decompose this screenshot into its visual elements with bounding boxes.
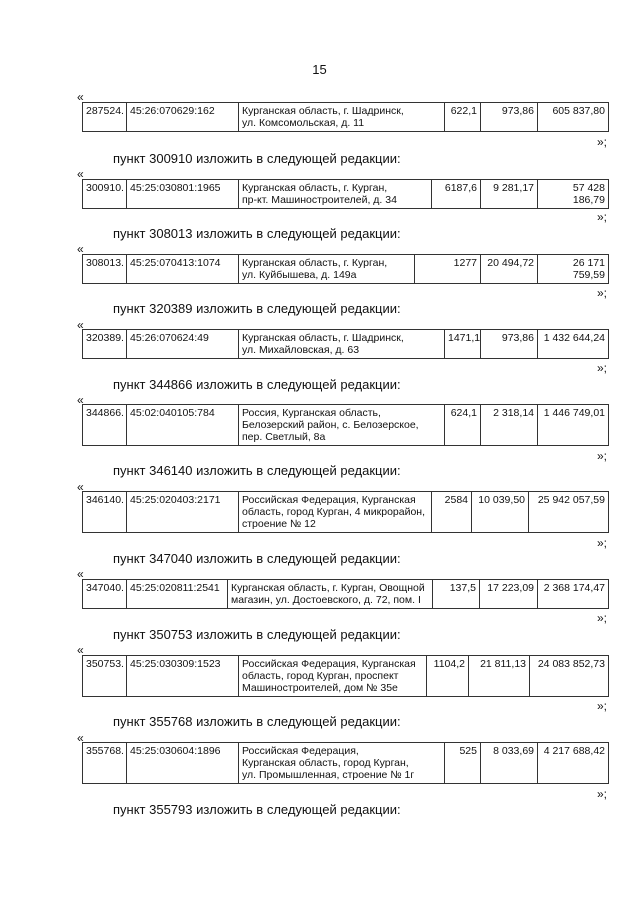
area-value: 1471,1 [445,330,481,359]
address-line: Российская Федерация, [242,745,359,757]
close-quote: »; [597,611,608,625]
cadastral-number: 45:25:020403:2171 [127,492,239,533]
open-quote: « [77,318,84,332]
area-value: 622,1 [445,103,481,132]
close-quote: »; [597,361,608,375]
record-number: 300910. [83,180,127,209]
area-value: 525 [445,743,481,784]
area-value: 6187,6 [432,180,481,209]
open-quote: « [77,643,84,657]
address-line: Машиностроителей, дом № 35е [242,682,398,694]
cadastral-value: 1 432 644,24 [538,330,609,359]
area-value: 624,1 [445,405,481,446]
rate-value: 20 494,72 [481,255,538,284]
table-row [83,743,609,784]
open-quote: « [77,242,84,256]
address-line: магазин, ул. Достоевского, д. 72, пом. I [231,594,421,606]
cadastral-value: 24 083 852,73 [530,656,609,697]
instruction-text: пункт 320389 изложить в следующей редакции: [113,301,401,316]
record-table [82,491,609,533]
cadastral-value: 2 368 174,47 [538,580,609,609]
cadastral-value: 26 171 759,59 [538,255,609,284]
instruction-text: пункт 300910 изложить в следующей редакции: [113,151,401,166]
address-line: Курганская область, город Курган, [242,757,409,769]
record-table [82,579,609,609]
table-row [83,103,609,132]
address-line: Курганская область, г. Курган, [242,257,388,269]
address-line: Курганская область, г. Шадринск, [242,105,404,117]
close-quote: »; [597,210,608,224]
rate-value: 973,86 [481,103,538,132]
address-line: пр-кт. Машиностроителей, д. 34 [242,194,397,206]
record-table [82,254,609,284]
open-quote: « [77,90,84,104]
instruction-text: пункт 308013 изложить в следующей редакции: [113,226,401,241]
record-table [82,742,609,784]
address-line: Российская Федерация, Курганская [242,494,416,506]
cadastral-value: 25 942 057,59 [529,492,609,533]
instruction-text: пункт 344866 изложить в следующей редакции: [113,377,401,392]
table-row [83,405,609,446]
address-line: Белозерский район, с. Белозерское, [242,419,419,431]
close-quote: »; [597,699,608,713]
address-line: область, город Курган, 4 микрорайон, [242,506,426,518]
address-cell [239,743,445,784]
address-cell [228,580,433,609]
address-line: ул. Михайловская, д. 63 [242,344,360,356]
rate-value: 10 039,50 [472,492,529,533]
rate-value: 8 033,69 [481,743,538,784]
close-quote: »; [597,787,608,801]
address-line: ул. Куйбышева, д. 149а [242,269,357,281]
table-row [83,255,609,284]
record-number: 320389. [83,330,127,359]
cadastral-number: 45:25:070413:1074 [127,255,239,284]
open-quote: « [77,480,84,494]
address-line: Российская Федерация, Курганская [242,658,416,670]
area-value: 2584 [432,492,472,533]
address-cell [239,103,445,132]
address-line: Курганская область, г. Курган, Овощной [231,582,425,594]
address-cell [239,492,432,533]
area-value: 1277 [415,255,481,284]
area-value: 1104,2 [427,656,469,697]
close-quote: »; [597,135,608,149]
record-number: 287524. [83,103,127,132]
cadastral-number: 45:25:020811:2541 [127,580,228,609]
record-table [82,329,609,359]
instruction-text: пункт 355768 изложить в следующей редакции: [113,714,401,729]
cadastral-number: 45:25:030801:1965 [127,180,239,209]
address-line: пер. Светлый, 8а [242,431,326,443]
close-quote: »; [597,286,608,300]
address-line: ул. Промышленная, строение № 1г [242,769,415,781]
open-quote: « [77,731,84,745]
address-cell [239,255,415,284]
cadastral-value: 1 446 749,01 [538,405,609,446]
cadastral-number: 45:25:030604:1896 [127,743,239,784]
cadastral-number: 45:26:070629:162 [127,103,239,132]
table-row [83,330,609,359]
address-line: область, город Курган, проспект [242,670,399,682]
page-number: 15 [312,62,327,77]
address-line: строение № 12 [242,518,316,530]
instruction-text: пункт 350753 изложить в следующей редакции: [113,627,401,642]
cadastral-value: 57 428 186,79 [538,180,609,209]
cadastral-number: 45:02:040105:784 [127,405,239,446]
record-number: 355768. [83,743,127,784]
rate-value: 973,86 [481,330,538,359]
record-number: 346140. [83,492,127,533]
instruction-text: пункт 347040 изложить в следующей редакции: [113,551,401,566]
address-cell [239,405,445,446]
close-quote: »; [597,536,608,550]
table-row [83,492,609,533]
address-cell [239,330,445,359]
table-row [83,580,609,609]
rate-value: 17 223,09 [480,580,538,609]
table-row [83,656,609,697]
record-number: 347040. [83,580,127,609]
open-quote: « [77,393,84,407]
cadastral-value: 4 217 688,42 [538,743,609,784]
rate-value: 21 811,13 [469,656,530,697]
open-quote: « [77,567,84,581]
area-value: 137,5 [433,580,480,609]
record-number: 308013. [83,255,127,284]
record-table [82,102,609,132]
record-table [82,655,609,697]
cadastral-number: 45:26:070624:49 [127,330,239,359]
address-cell [239,656,427,697]
table-row [83,180,609,209]
record-table [82,404,609,446]
rate-value: 9 281,17 [481,180,538,209]
cadastral-number: 45:25:030309:1523 [127,656,239,697]
instruction-text: пункт 355793 изложить в следующей редакции: [113,802,401,817]
address-cell [239,180,432,209]
close-quote: »; [597,449,608,463]
address-line: Россия, Курганская область, [242,407,381,419]
address-line: Курганская область, г. Шадринск, [242,332,404,344]
rate-value: 2 318,14 [481,405,538,446]
record-table [82,179,609,209]
record-number: 350753. [83,656,127,697]
record-number: 344866. [83,405,127,446]
address-line: Курганская область, г. Курган, [242,182,388,194]
address-line: ул. Комсомольская, д. 11 [242,117,365,129]
instruction-text: пункт 346140 изложить в следующей редакции: [113,463,401,478]
open-quote: « [77,167,84,181]
cadastral-value: 605 837,80 [538,103,609,132]
